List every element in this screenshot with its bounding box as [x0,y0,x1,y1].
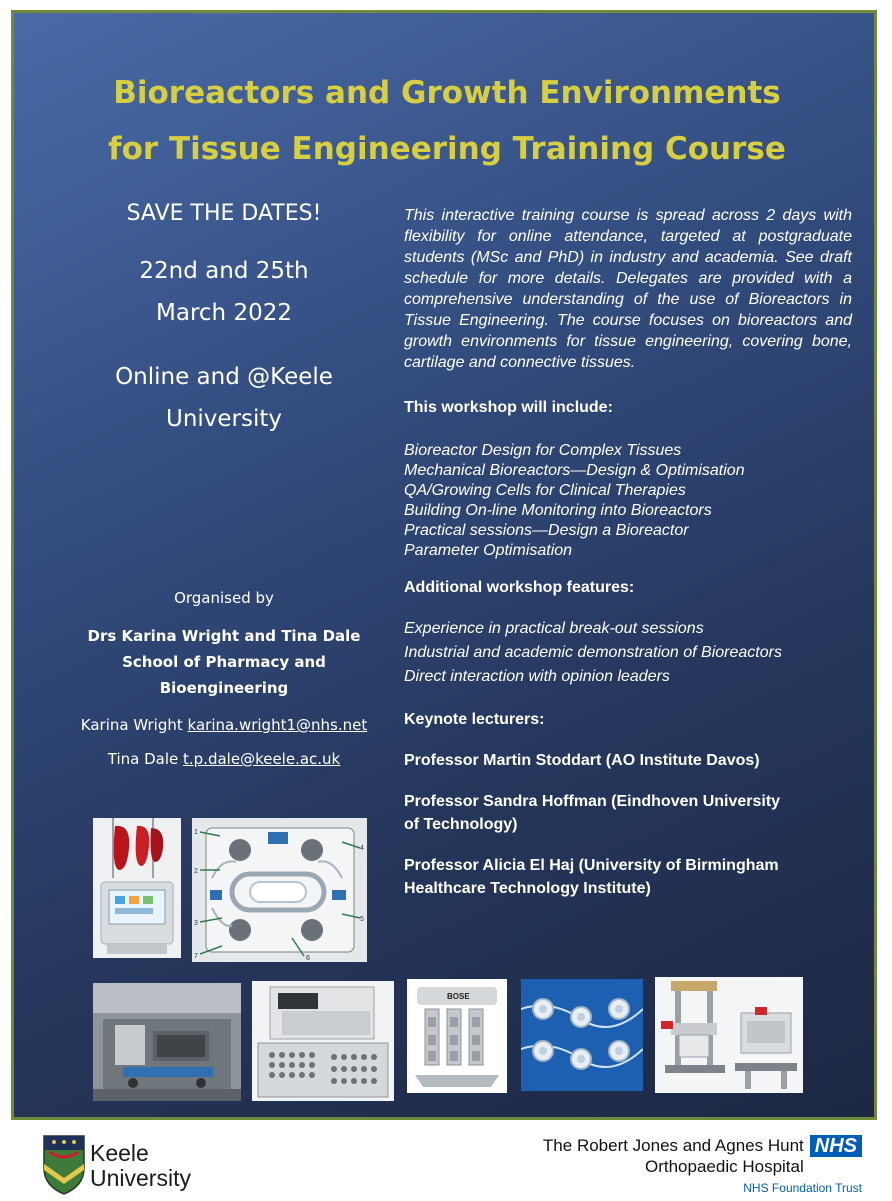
dates-line-2: March 2022 [156,300,292,326]
list-item: Mechanical Bioreactors—Design & Optimisation [404,462,745,479]
rjah-hospital-logo [543,1135,862,1195]
contact-karina [44,713,404,737]
keynote-line: Professor Alicia El Haj (University of Birmingham [404,857,779,874]
mechanical-test-rig-illustration [655,977,803,1093]
list-item: Practical sessions—Design a Bioreactor [404,522,689,539]
email-link[interactable]: karina.wright1@nhs.net [187,716,368,734]
intro-paragraph: This interactive training course is spread across 2 days with flexibility for online attendance, targeted at postgraduate students (MSc and PhD) in industry and academia. See draft schedule for more details. Delegates are provided with a comprehensive understanding of the use of Bioreactors in Tissue Engineering. The course focuses on bioreactors and growth environments for tissue engineering, covering bone, cartilage and connective tissues. [404,207,852,371]
organiser-school-line-1: School of Pharmacy and [122,653,326,671]
keele-wordmark-line-1: Keele [90,1140,149,1166]
hospital-name [543,1135,804,1177]
keynote-line: Professor Martin Stoddart (AO Institute Davos) [404,752,760,769]
title-line-2: for Tissue Engineering Training Course [108,131,786,167]
features-list [404,617,852,689]
well-plate-illustration [252,981,394,1101]
mechanical-test-rig-photo [655,977,803,1093]
location-line-2: University [165,406,283,432]
dates-line-1: 22nd and 25th [139,258,309,284]
perfusion-chambers-illustration [521,979,643,1091]
list-item: Direct interaction with opinion leaders [404,668,670,685]
email-link[interactable]: t.p.dale@keele.ac.uk [183,750,341,768]
bose-bioreactor-illustration [407,979,507,1093]
incubator-bioreactor-illustration [93,983,241,1101]
list-item: Industrial and academic demonstration of Bioreactors [404,644,782,661]
location-line-1: Online and @Keele [115,364,333,390]
hospital-name-line-1: The Robert Jones and Agnes Hunt [542,1136,804,1155]
workshop-heading: This workshop will include: [404,399,613,416]
event-dates [44,250,404,334]
save-the-dates: SAVE THE DATES! [126,201,322,226]
poster [11,10,877,1120]
organiser-names-line-1: Drs Karina Wright and Tina Dale [87,627,361,645]
callout-number: 1 [194,829,198,836]
callout-number: 5 [360,916,364,923]
callout-number: 7 [194,953,198,960]
keele-university-logo [40,1134,210,1201]
bose-label: BOSE [447,992,470,1001]
list-item: Experience in practical break-out sessions [404,620,704,637]
callout-number: 6 [306,955,310,962]
callout-number: 4 [360,845,364,852]
event-location [44,356,404,440]
callout-number: 3 [194,920,198,927]
contact-tina [44,747,404,771]
course-description [404,205,852,900]
bose-bioreactor-photo [407,979,507,1093]
list-item: Parameter Optimisation [404,542,573,559]
keele-logo-graphic [40,1134,210,1196]
contact-name: Karina Wright [80,716,183,734]
keynote-line: Healthcare Technology Institute) [404,880,651,897]
incubator-bioreactor-photo [93,983,241,1101]
well-plate-bioreactor-photo [252,981,394,1101]
bioreactor-device-illustration [93,818,181,958]
keynote-item [404,749,852,772]
keynote-line: of Technology) [404,816,518,833]
hospital-name-row [543,1135,862,1177]
list-item: Building On-line Monitoring into Bioreactors [404,502,712,519]
list-item: Bioreactor Design for Complex Tissues [404,442,682,459]
event-details [44,201,404,440]
perfusion-chambers-photo [521,979,643,1091]
bioreactor-device-photo [93,818,181,958]
keele-wordmark-line-2: University [90,1165,191,1191]
organiser-block [44,589,404,771]
organiser-names [44,623,404,701]
bioreactor-schematic-photo [192,818,367,962]
keynote-line: Professor Sandra Hoffman (Eindhoven University [404,793,781,810]
features-heading: Additional workshop features: [404,579,635,596]
keynote-item [404,790,852,836]
title-line-1: Bioreactors and Growth Environments [113,75,781,111]
course-title [14,65,877,177]
keynote-heading: Keynote lecturers: [404,711,545,728]
organiser-school-line-2: Bioengineering [159,679,289,697]
bioreactor-schematic-illustration [192,818,367,962]
keynote-item [404,854,852,900]
contact-name: Tina Dale [107,750,179,768]
nhs-logo: NHS [810,1135,862,1157]
nhs-trust-label: NHS Foundation Trust [743,1181,862,1195]
list-item: QA/Growing Cells for Clinical Therapies [404,482,686,499]
callout-number: 2 [194,868,198,875]
organised-by-label: Organised by [174,589,274,607]
workshop-list [404,441,852,561]
hospital-name-line-2: Orthopaedic Hospital [645,1157,804,1176]
